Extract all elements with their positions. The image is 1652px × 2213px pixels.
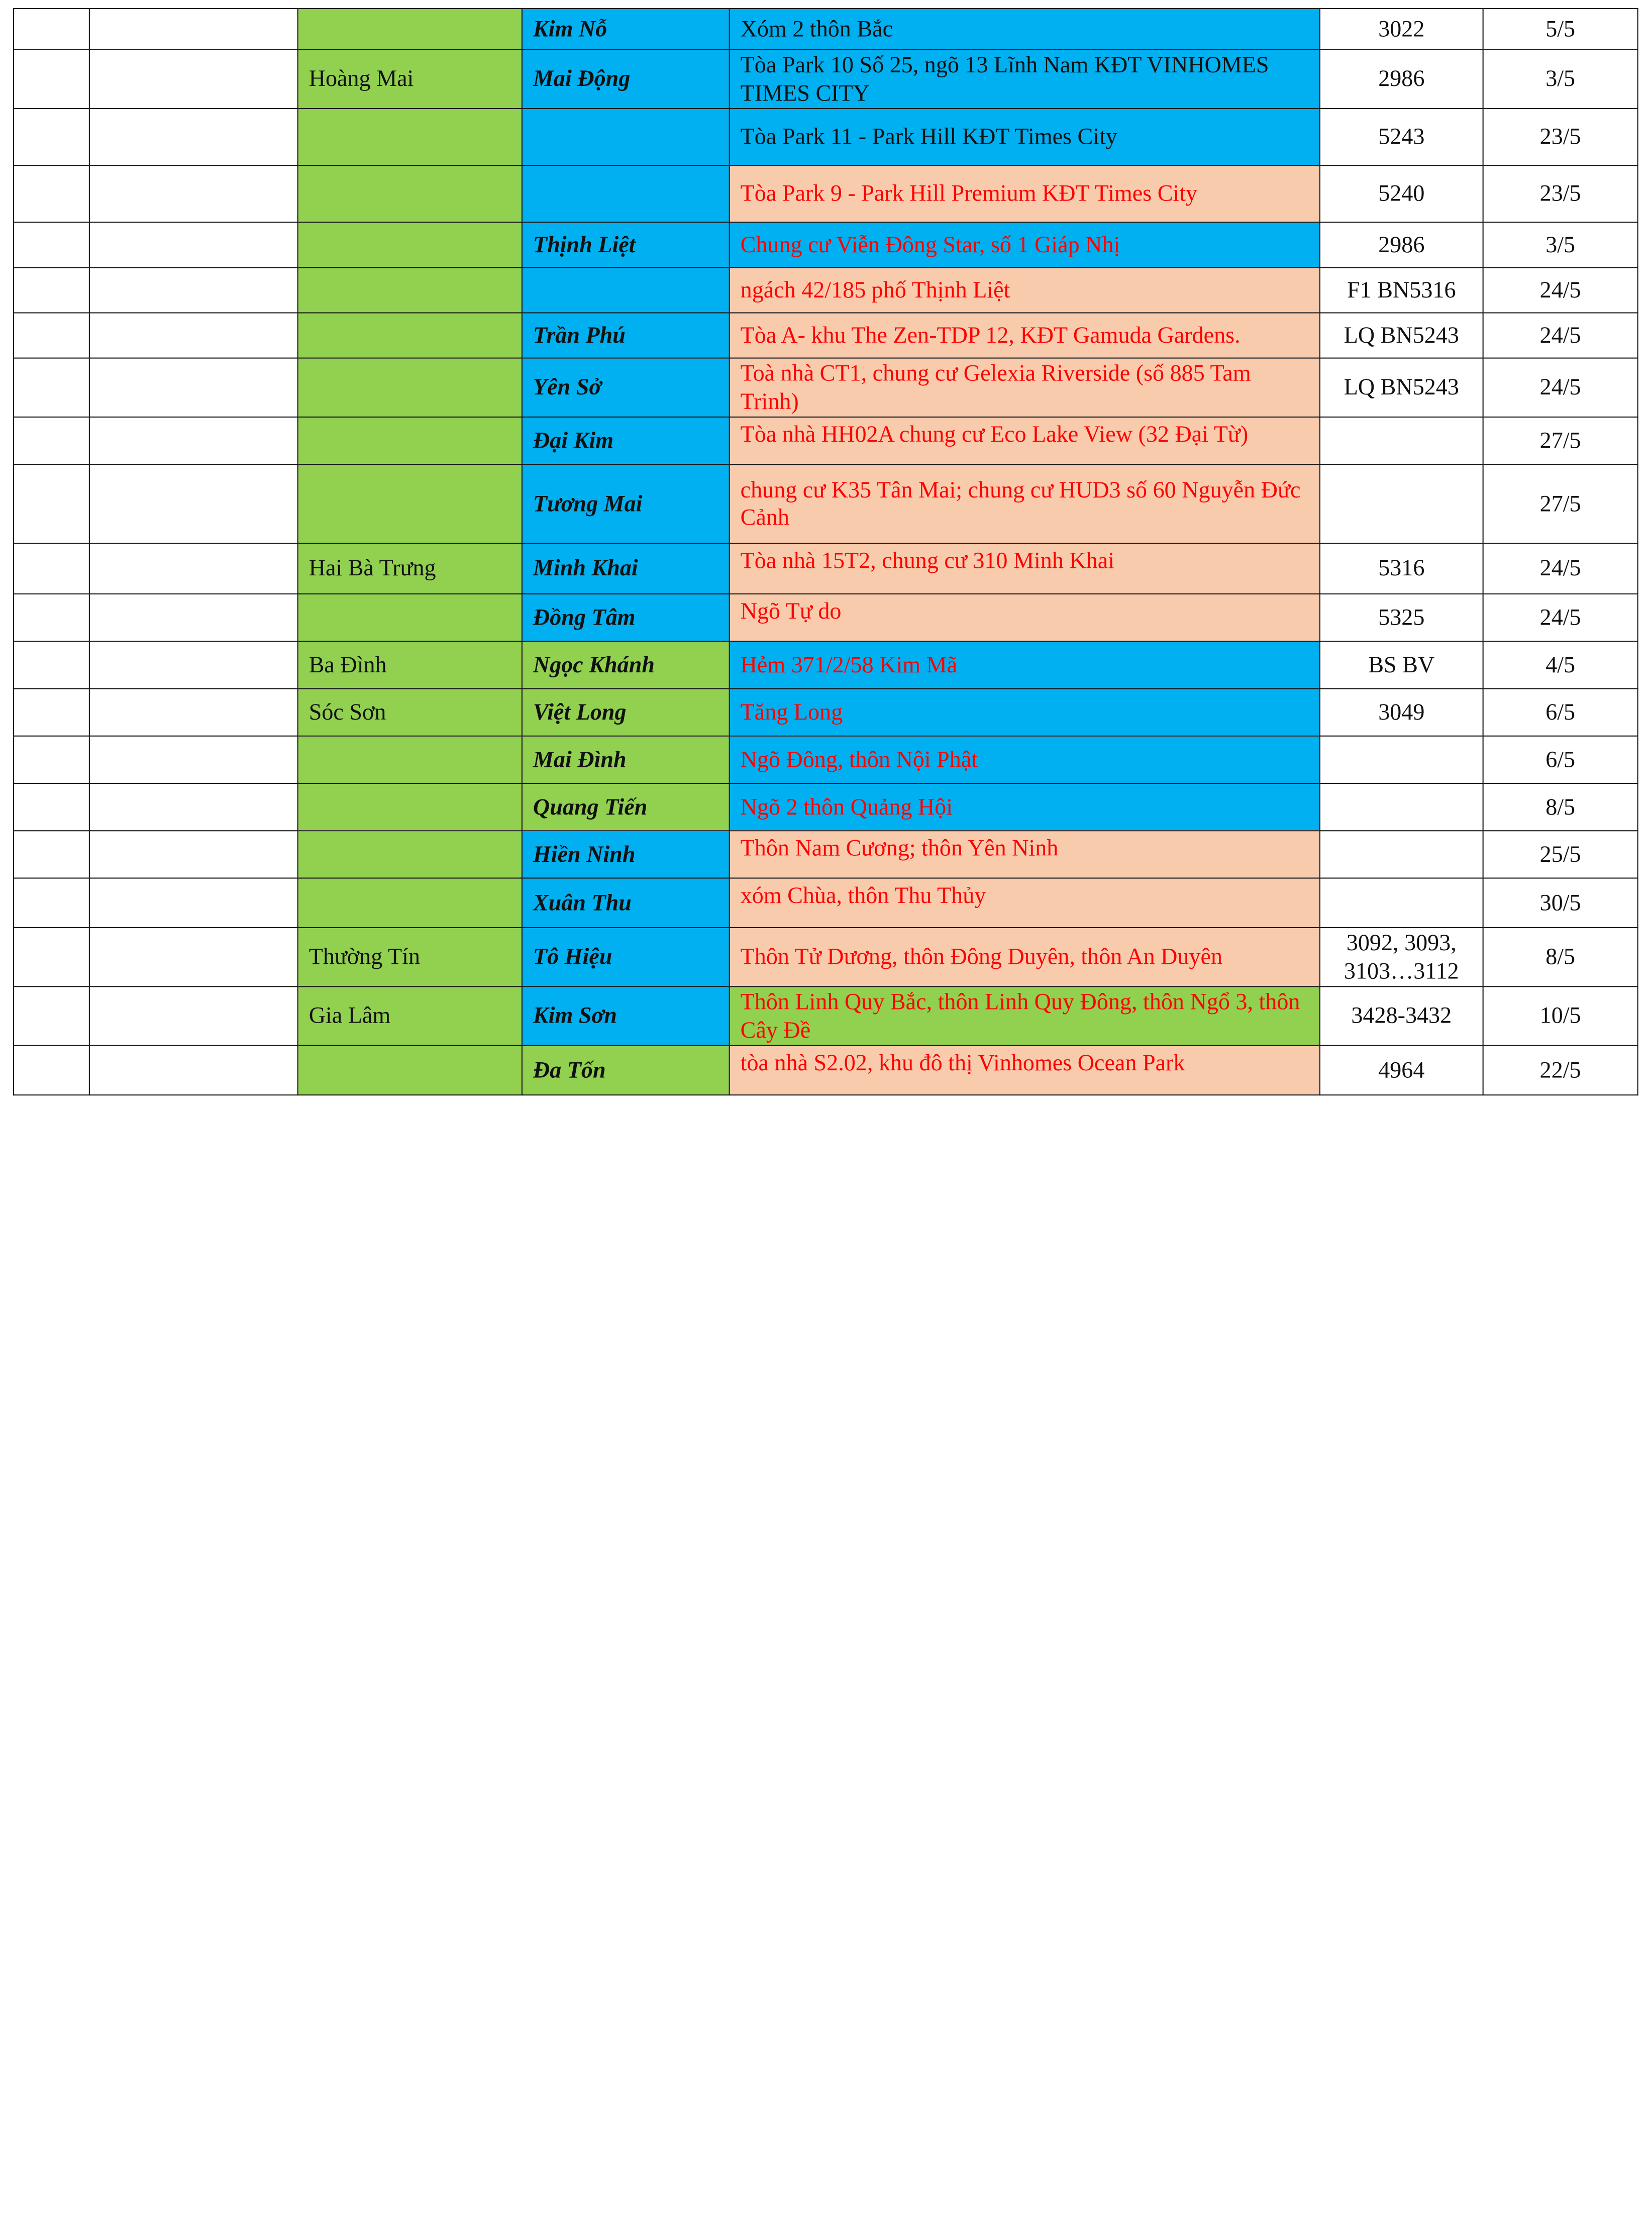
address-cell: Tăng Long [730,688,1320,736]
ward-cell: Kim Nỗ [522,9,730,50]
table-row [14,641,1638,688]
address-cell: Ngõ Tự do [730,594,1320,641]
case-code-cell: 3428-3432 [1320,986,1483,1045]
case-code-cell [1320,464,1483,543]
address-cell: Tòa nhà 15T2, chung cư 310 Minh Khai [730,543,1320,594]
ward-cell: Trần Phú [522,313,730,358]
case-code-cell: 5243 [1320,109,1483,165]
address-cell: ngách 42/185 phố Thịnh Liệt [730,267,1320,313]
blank-cell [89,688,298,736]
index-cell [14,222,89,267]
case-code-cell [1320,831,1483,878]
ward-cell: Kim Sơn [522,986,730,1045]
date-cell: 25/5 [1483,831,1638,878]
table-row [14,688,1638,736]
district-cell [298,358,522,417]
table-row [14,831,1638,878]
index-cell [14,783,89,831]
date-cell: 4/5 [1483,641,1638,688]
date-cell: 8/5 [1483,928,1638,986]
address-cell: Xóm 2 thôn Bắc [730,9,1320,50]
table-row [14,464,1638,543]
table-row [14,594,1638,641]
index-cell [14,878,89,928]
district-cell [298,736,522,783]
address-cell: Thôn Nam Cương; thôn Yên Ninh [730,831,1320,878]
address-cell: Tòa Park 9 - Park Hill Premium KĐT Times City [730,165,1320,222]
blank-cell [89,358,298,417]
address-cell: Toà nhà CT1, chung cư Gelexia Riverside (số 885 Tam Trinh) [730,358,1320,417]
index-cell [14,594,89,641]
address-cell: xóm Chùa, thôn Thu Thủy [730,878,1320,928]
date-cell: 24/5 [1483,594,1638,641]
date-cell: 24/5 [1483,267,1638,313]
index-cell [14,928,89,986]
district-cell [298,831,522,878]
case-code-cell [1320,878,1483,928]
address-cell: chung cư K35 Tân Mai; chung cư HUD3 số 60 Nguyễn Đức Cảnh [730,464,1320,543]
ward-cell: Đồng Tâm [522,594,730,641]
table-row [14,986,1638,1045]
ward-cell [522,165,730,222]
address-cell: Tòa A- khu The Zen-TDP 12, KĐT Gamuda Gardens. [730,313,1320,358]
outbreak-locations-table [13,8,1638,1095]
address-cell: Ngõ Đông, thôn Nội Phật [730,736,1320,783]
index-cell [14,165,89,222]
blank-cell [89,313,298,358]
district-cell [298,222,522,267]
case-code-cell [1320,736,1483,783]
date-cell: 23/5 [1483,109,1638,165]
date-cell: 24/5 [1483,313,1638,358]
district-cell [298,313,522,358]
district-cell: Hoàng Mai [298,50,522,109]
index-cell [14,688,89,736]
table-row [14,543,1638,594]
case-code-cell [1320,417,1483,464]
table-row [14,928,1638,986]
date-cell: 3/5 [1483,50,1638,109]
address-cell: Hẻm 371/2/58 Kim Mã [730,641,1320,688]
index-cell [14,1046,89,1095]
blank-cell [89,986,298,1045]
date-cell: 6/5 [1483,736,1638,783]
table-row [14,1046,1638,1095]
ward-cell: Đại Kim [522,417,730,464]
date-cell: 30/5 [1483,878,1638,928]
address-cell: Thôn Tử Dương, thôn Đông Duyên, thôn An Duyên [730,928,1320,986]
date-cell: 27/5 [1483,464,1638,543]
index-cell [14,313,89,358]
case-code-cell: LQ BN5243 [1320,358,1483,417]
table-body [14,9,1638,1095]
blank-cell [89,543,298,594]
case-code-cell: 3092, 3093, 3103…3112 [1320,928,1483,986]
case-code-cell: 3022 [1320,9,1483,50]
district-cell [298,109,522,165]
date-cell: 27/5 [1483,417,1638,464]
blank-cell [89,783,298,831]
ward-cell [522,109,730,165]
index-cell [14,464,89,543]
blank-cell [89,9,298,50]
ward-cell: Xuân Thu [522,878,730,928]
address-cell: Ngõ 2 thôn Quảng Hội [730,783,1320,831]
ward-cell: Tương Mai [522,464,730,543]
ward-cell: Tô Hiệu [522,928,730,986]
district-cell [298,267,522,313]
blank-cell [89,878,298,928]
date-cell: 24/5 [1483,358,1638,417]
date-cell: 10/5 [1483,986,1638,1045]
district-cell: Hai Bà Trưng [298,543,522,594]
case-code-cell: 5325 [1320,594,1483,641]
blank-cell [89,267,298,313]
table-row [14,267,1638,313]
ward-cell [522,267,730,313]
district-cell [298,165,522,222]
date-cell: 8/5 [1483,783,1638,831]
blank-cell [89,464,298,543]
ward-cell: Mai Đình [522,736,730,783]
address-cell: Tòa nhà HH02A chung cư Eco Lake View (32 Đại Từ) [730,417,1320,464]
index-cell [14,417,89,464]
index-cell [14,358,89,417]
case-code-cell: 4964 [1320,1046,1483,1095]
ward-cell: Yên Sở [522,358,730,417]
blank-cell [89,736,298,783]
blank-cell [89,222,298,267]
blank-cell [89,109,298,165]
district-cell [298,878,522,928]
table-row [14,165,1638,222]
address-cell: tòa nhà S2.02, khu đô thị Vinhomes Ocean Park [730,1046,1320,1095]
district-cell: Gia Lâm [298,986,522,1045]
case-code-cell: 2986 [1320,50,1483,109]
table-row [14,109,1638,165]
ward-cell: Ngọc Khánh [522,641,730,688]
district-cell: Ba Đình [298,641,522,688]
district-cell [298,783,522,831]
address-cell: Tòa Park 10 Số 25, ngõ 13 Lĩnh Nam KĐT VINHOMES TIMES CITY [730,50,1320,109]
case-code-cell: 5240 [1320,165,1483,222]
blank-cell [89,165,298,222]
table-row [14,9,1638,50]
district-cell [298,464,522,543]
table-row [14,313,1638,358]
blank-cell [89,928,298,986]
ward-cell: Quang Tiến [522,783,730,831]
case-code-cell: F1 BN5316 [1320,267,1483,313]
table-row [14,222,1638,267]
index-cell [14,543,89,594]
case-code-cell: 5316 [1320,543,1483,594]
index-cell [14,109,89,165]
date-cell: 24/5 [1483,543,1638,594]
district-cell: Sóc Sơn [298,688,522,736]
case-code-cell: 2986 [1320,222,1483,267]
ward-cell: Thịnh Liệt [522,222,730,267]
date-cell: 22/5 [1483,1046,1638,1095]
ward-cell: Hiền Ninh [522,831,730,878]
index-cell [14,986,89,1045]
index-cell [14,736,89,783]
address-cell: Chung cư Viễn Đông Star, số 1 Giáp Nhị [730,222,1320,267]
table-row [14,50,1638,109]
district-cell: Thường Tín [298,928,522,986]
blank-cell [89,1046,298,1095]
case-code-cell: LQ BN5243 [1320,313,1483,358]
blank-cell [89,417,298,464]
table-row [14,417,1638,464]
ward-cell: Đa Tốn [522,1046,730,1095]
table-row [14,736,1638,783]
date-cell: 5/5 [1483,9,1638,50]
blank-cell [89,641,298,688]
blank-cell [89,594,298,641]
blank-cell [89,831,298,878]
case-code-cell: 3049 [1320,688,1483,736]
date-cell: 6/5 [1483,688,1638,736]
table-row [14,358,1638,417]
index-cell [14,641,89,688]
date-cell: 3/5 [1483,222,1638,267]
spreadsheet-page [13,8,1652,2213]
date-cell: 23/5 [1483,165,1638,222]
case-code-cell [1320,783,1483,831]
district-cell [298,9,522,50]
ward-cell: Minh Khai [522,543,730,594]
table-row [14,783,1638,831]
index-cell [14,50,89,109]
district-cell [298,594,522,641]
case-code-cell: BS BV [1320,641,1483,688]
ward-cell: Việt Long [522,688,730,736]
blank-cell [89,50,298,109]
table-row [14,878,1638,928]
ward-cell: Mai Động [522,50,730,109]
address-cell: Thôn Linh Quy Bắc, thôn Linh Quy Đông, thôn Ngổ 3, thôn Cây Đề [730,986,1320,1045]
index-cell [14,831,89,878]
index-cell [14,9,89,50]
district-cell [298,417,522,464]
index-cell [14,267,89,313]
district-cell [298,1046,522,1095]
address-cell: Tòa Park 11 - Park Hill KĐT Times City [730,109,1320,165]
